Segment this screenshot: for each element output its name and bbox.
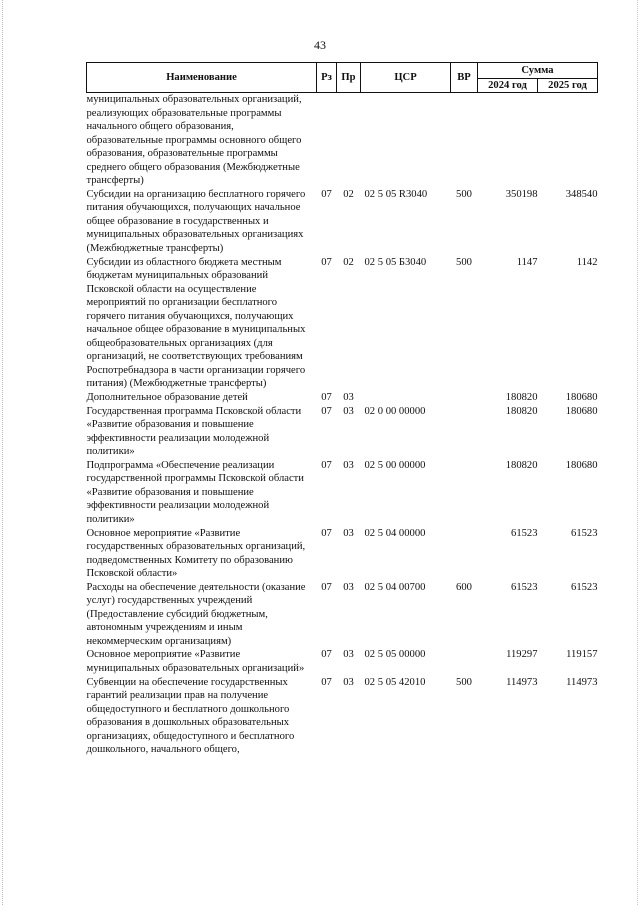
cell-pr: 03: [343, 405, 354, 417]
cell-vr: 600: [456, 581, 472, 593]
cell-2024: 350198: [505, 188, 538, 200]
cell-pr: 03: [343, 676, 354, 688]
cell-rz: 07: [321, 256, 332, 268]
cell-2024: 61523: [511, 581, 538, 593]
cell-2024: 114973: [506, 676, 538, 688]
cell-pr: 03: [343, 392, 354, 404]
cell-vr: 500: [456, 188, 472, 200]
table-header: [87, 63, 598, 93]
cell-2024: 180820: [505, 392, 538, 404]
cell-vr: 500: [456, 256, 472, 268]
cell-2024: 180820: [505, 459, 538, 471]
page-number: 43: [314, 38, 326, 52]
cell-csr: 02 5 00 00000: [364, 459, 426, 471]
header-csr: ЦСР: [361, 63, 451, 93]
table-row: [87, 405, 598, 459]
budget-table: [86, 62, 598, 757]
cell-pr: [337, 93, 361, 188]
cell-vr: [451, 93, 478, 188]
cell-csr: 02 5 04 00000: [364, 527, 426, 539]
cell-pr: 02: [343, 256, 354, 268]
table-row: [87, 648, 598, 675]
cell-2025: 119157: [566, 649, 598, 661]
cell-vr: [451, 527, 478, 581]
header-2024: 2024 год: [478, 79, 538, 93]
cell-rz: 07: [321, 405, 332, 417]
cell-vr: [451, 405, 478, 459]
table-row: [87, 188, 598, 256]
cell-name: Дополнительное образование детей: [86, 392, 248, 404]
cell-vr: [451, 648, 478, 675]
cell-2025: 180680: [565, 459, 598, 471]
cell-name: Подпрограмма «Обеспечение реализации государственной программы Псковской области «Развитие образования и повышение эффективности реализации молодежной политики»: [86, 459, 304, 525]
cell-vr: [451, 391, 478, 405]
cell-rz: 07: [321, 392, 332, 404]
cell-csr: 02 5 05 R3040: [364, 188, 428, 200]
cell-name: Субсидии на организацию бесплатного горячего питания обучающихся, получающих начальное общее образование в государственных и муниципальных образовательных организациях (Межбюджетные трансферты): [86, 188, 306, 255]
cell-csr: 02 5 05 00000: [364, 649, 426, 661]
cell-csr: [361, 93, 451, 188]
cell-rz: 07: [321, 676, 332, 688]
cell-pr: 03: [343, 527, 354, 539]
cell-csr: 02 5 04 00700: [364, 581, 426, 593]
cell-csr: 02 0 00 00000: [364, 405, 426, 417]
cell-pr: 03: [343, 459, 354, 471]
scan-edge-left: [2, 0, 5, 905]
header-2025: 2025 год: [538, 79, 598, 93]
header-vr: ВР: [451, 63, 478, 93]
cell-name: Расходы на обеспечение деятельности (оказание услуг) государственных учреждений (Предоставление субсидий бюджетным, автономным учреждениям и иным некоммерческим организациям): [86, 581, 306, 647]
header-rz: Рз: [317, 63, 337, 93]
cell-name: Основное мероприятие «Развитие государственных образовательных организаций, подведомственных Комитету по образованию Псковской области»: [86, 527, 306, 580]
cell-2025: 1142: [576, 256, 598, 268]
table-row: [87, 256, 598, 391]
cell-rz: 07: [321, 188, 332, 200]
cell-2024: 61523: [511, 527, 538, 539]
cell-2025: [538, 93, 598, 188]
cell-name: Субвенции на обеспечение государственных гарантий реализации прав на получение общедоступного и бесплатного дошкольного образования в дошкольных образовательных организациях, общедоступного и бесплатного дошкольного, начального общего,: [86, 676, 295, 756]
cell-vr: 500: [456, 676, 472, 688]
header-pr: Пр: [337, 63, 361, 93]
cell-2024: 180820: [505, 405, 538, 417]
cell-csr: 02 5 05 Б3040: [364, 256, 427, 268]
cell-pr: 03: [343, 581, 354, 593]
cell-name: муниципальных образовательных организаций, реализующих образовательные программы начального общего образования, образовательные программы основного общего образования, образовательные программы среднего общего образования (Межбюджетные трансферты): [86, 94, 302, 187]
table-row: [87, 391, 598, 405]
cell-pr: 03: [343, 649, 354, 661]
cell-csr: 02 5 05 42010: [364, 676, 426, 688]
cell-2025: 180680: [565, 405, 598, 417]
table-row: [87, 459, 598, 527]
cell-csr: [361, 391, 451, 405]
table-row: [87, 676, 598, 757]
scan-edge-right: [635, 0, 638, 905]
table-row: [87, 581, 598, 649]
cell-2024: 1147: [516, 256, 538, 268]
cell-2025: 61523: [571, 527, 598, 539]
table-row: [87, 527, 598, 581]
header-name: Наименование: [87, 63, 317, 93]
cell-2025: 348540: [565, 188, 598, 200]
cell-rz: 07: [321, 527, 332, 539]
header-sum: Сумма: [478, 63, 598, 79]
cell-rz: 07: [321, 649, 332, 661]
cell-rz: [317, 93, 337, 188]
cell-2025: 61523: [571, 581, 598, 593]
cell-name: Государственная программа Псковской области «Развитие образования и повышение эффективности реализации молодежной политики»: [86, 405, 302, 458]
cell-2025: 114973: [566, 676, 598, 688]
cell-pr: 02: [343, 188, 354, 200]
cell-2024: [478, 93, 538, 188]
table-row: [87, 93, 598, 188]
cell-2024: 119297: [506, 649, 538, 661]
cell-name: Основное мероприятие «Развитие муниципальных образовательных организаций»: [86, 649, 305, 674]
cell-rz: 07: [321, 459, 332, 471]
cell-2025: 180680: [565, 392, 598, 404]
cell-vr: [451, 459, 478, 527]
table-body: [87, 93, 598, 757]
cell-name: Субсидии из областного бюджета местным бюджетам муниципальных образований Псковской области на осуществление мероприятий по организации бесплатного горячего питания обучающихся, получающих начальное общее образование в муниципальных общеобразовательных организациях (для организаций, не соответствующих требованиям Роспотребнадзора в части организации горячего питания) (Межбюджетные трансферты): [86, 256, 306, 390]
cell-rz: 07: [321, 581, 332, 593]
